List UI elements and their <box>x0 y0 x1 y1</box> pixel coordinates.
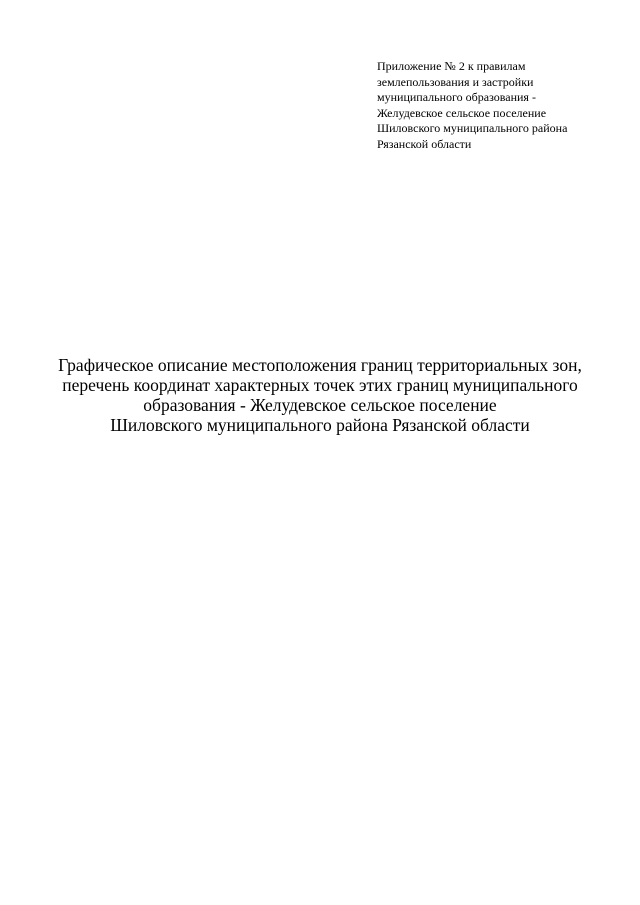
title-line: перечень координат характерных точек этих границ муниципального <box>62 375 578 395</box>
appendix-line: муниципального образования - <box>377 90 536 105</box>
title-line: Графическое описание местоположения границ территориальных зон, <box>58 355 582 375</box>
appendix-line: Шиловского муниципального района <box>377 121 568 136</box>
title-line: образования - Желудевское сельское поселение <box>143 395 497 415</box>
document-title <box>40 355 600 435</box>
appendix-line: Желудевское сельское поселение <box>377 105 547 120</box>
appendix-line: землепользования и застройки <box>377 74 534 89</box>
appendix-line: Приложение № 2 к правилам <box>377 59 526 73</box>
appendix-line: Рязанской области <box>377 136 472 151</box>
title-line: Шиловского муниципального района Рязанской области <box>110 415 530 435</box>
appendix-note <box>377 59 617 153</box>
